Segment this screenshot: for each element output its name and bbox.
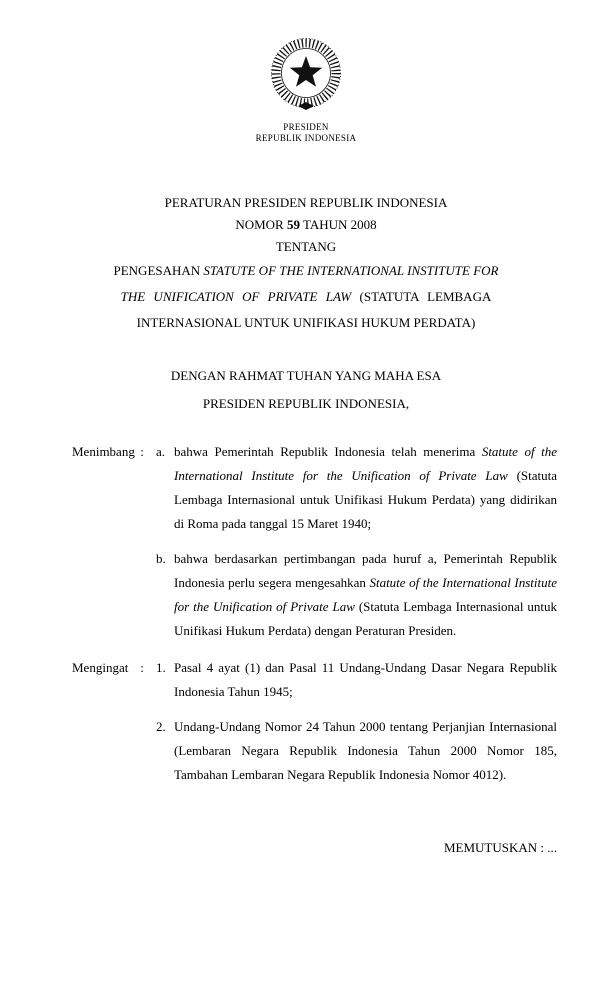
subject-line-3: INTERNASIONAL UNTUK UNIFIKASI HUKUM PERDATA) [136,315,476,330]
memutuskan-continuation: MEMUTUSKAN : ... [443,840,557,855]
item-marker: 2. [156,719,166,734]
considering-item-b [156,547,557,643]
letterhead-text [0,122,612,144]
preamble [0,362,612,418]
recalling-separator: : [140,660,144,675]
considering-items [156,440,557,654]
item-text: Pasal 4 ayat (1) dan Pasal 11 Undang-Undang Dasar Negara Republik Indonesia Tahun 1945; [174,660,557,699]
issuer-line: PRESIDEN REPUBLIK INDONESIA, [202,396,410,411]
recalling-label: Mengingat [72,660,129,675]
letterhead-line-republik: REPUBLIK INDONESIA [255,133,357,143]
document-body [72,440,557,798]
regulation-number: NOMOR 59 TAHUN 2008 [235,217,377,232]
item-marker: b. [156,551,166,566]
item-text: bahwa berdasarkan pertimbangan pada huruf a, Pemerintah Republik Indonesia perlu segera mengesahkan Statute of the International Institute for the Unification of Private Law (Statuta Lembaga Internasional untuk Unifikasi Hukum Perdata) dengan Peraturan Presiden. [174,551,558,638]
considering-separator: : [140,444,144,459]
invocation-line: DENGAN RAHMAT TUHAN YANG MAHA ESA [170,368,442,383]
regulation-title: PERATURAN PRESIDEN REPUBLIK INDONESIA [164,195,448,210]
considering-section [72,440,557,654]
recalling-item-2 [156,715,557,787]
subject-line-2: THE UNIFICATION OF PRIVATE LAW (STATUTA LEMBAGA [120,289,492,304]
subject-line-1: PENGESAHAN STATUTE OF THE INTERNATIONAL INSTITUTE FOR [113,263,499,278]
recalling-items [156,656,557,798]
tentang-label: TENTANG [275,239,337,254]
letterhead-line-presiden: PRESIDEN [283,122,329,132]
recalling-section [72,656,557,798]
item-text: Undang-Undang Nomor 24 Tahun 2000 tentang Perjanjian Internasional (Lembaran Negara Republik Indonesia Tahun 2000 Nomor 185, Tambahan Lembaran Negara Republik Indonesia Nomor 4012). [174,719,557,782]
title-block [0,192,612,336]
letterhead [0,0,612,144]
recalling-item-1 [156,656,557,704]
presidential-seal-icon [266,36,346,116]
item-text: bahwa Pemerintah Republik Indonesia telah menerima Statute of the International Institute for the Unification of Private Law (Statuta Lembaga Internasional untuk Unifikasi Hukum Perdata) yang didirikan di Roma pada tanggal 15 Maret 1940; [174,444,558,531]
considering-label: Menimbang [72,444,135,459]
considering-item-a [156,440,557,536]
item-marker: 1. [156,660,166,675]
item-marker: a. [156,444,166,459]
